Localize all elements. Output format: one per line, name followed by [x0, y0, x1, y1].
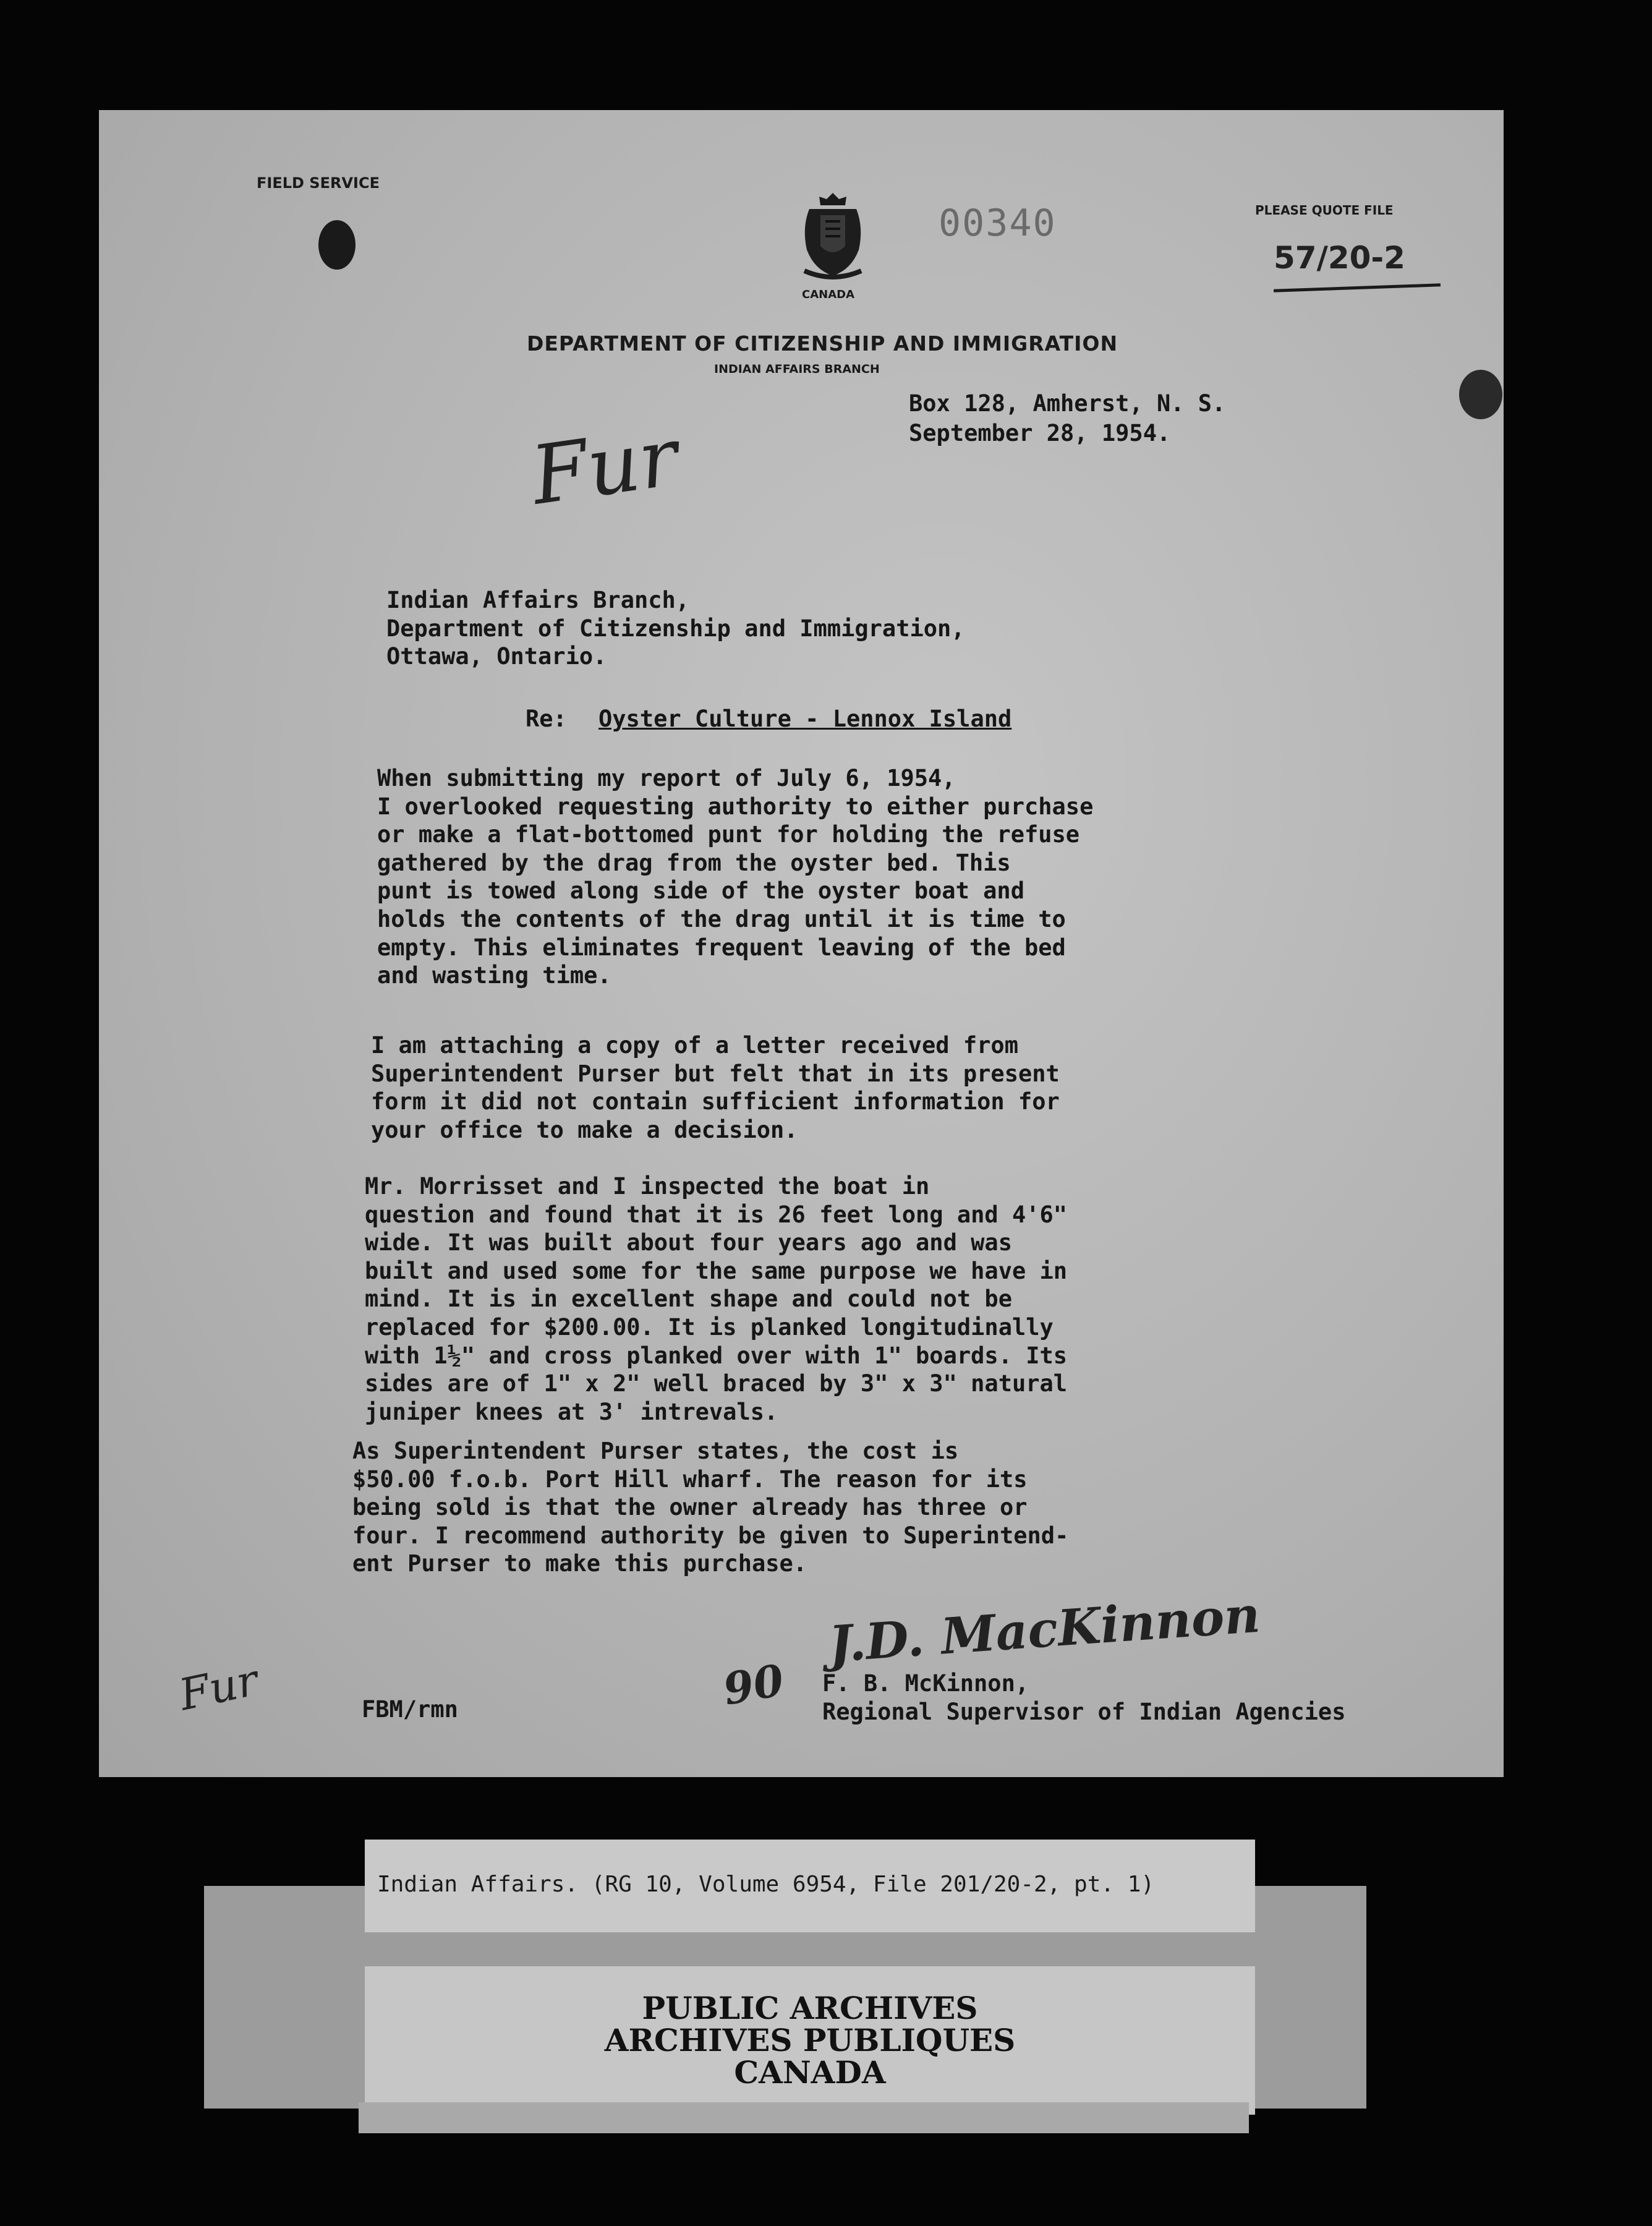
- file-stamp-number: 00340: [939, 202, 1057, 245]
- body-line: question and found that it is 26 feet long and 4'6": [365, 1201, 1068, 1228]
- body-line: punt is towed along side of the oyster boat and: [377, 877, 1024, 905]
- recipient-block: [386, 586, 965, 671]
- sender-address: Box 128, Amherst, N. S.: [909, 390, 1226, 417]
- signatory-name: F. B. McKinnon,: [822, 1670, 1029, 1697]
- body-line: your office to make a decision.: [371, 1116, 798, 1143]
- body-paragraph-3: [365, 1172, 1067, 1426]
- coat-of-arms-icon: [796, 190, 870, 283]
- body-paragraph-2: [371, 1031, 1060, 1144]
- body-line: Superintendent Purser but felt that in its present: [371, 1060, 1060, 1087]
- file-number-underline: [1274, 283, 1441, 292]
- body-line: mind. It is in excellent shape and could not be: [365, 1286, 1012, 1313]
- body-line: and wasting time.: [377, 962, 611, 989]
- handwritten-signature: J.D. MacKinnon: [827, 1585, 1262, 1674]
- body-line: As Superintendent Purser states, the cost is: [352, 1438, 959, 1464]
- body-line: with 1½" and cross planked over with 1" boards. Its: [365, 1342, 1068, 1369]
- body-line: gathered by the drag from the oyster bed. This: [377, 849, 1011, 876]
- body-line: $50.00 f.o.b. Port Hill wharf. The reason for its: [352, 1465, 1028, 1493]
- body-line: form it did not contain sufficient information for: [371, 1088, 1060, 1115]
- letter-page: [99, 110, 1504, 1777]
- archive-citation-text: Indian Affairs. (RG 10, Volume 6954, File 201/20-2, pt. 1): [377, 1872, 1155, 1897]
- please-quote-file-label: PLEASE QUOTE FILE: [1255, 203, 1394, 218]
- archive-stamp-line: PUBLIC ARCHIVES: [642, 1990, 978, 2026]
- body-line: Mr. Morrisset and I inspected the boat in: [365, 1173, 930, 1200]
- archive-label-edge: [359, 2102, 1249, 2133]
- body-paragraph-4: [352, 1437, 1068, 1578]
- body-paragraph-1: [377, 764, 1093, 990]
- handwritten-note-top: Fur: [526, 409, 684, 523]
- body-line: juniper knees at 3' intrevals.: [365, 1398, 778, 1425]
- body-line: I am attaching a copy of a letter received from: [371, 1032, 1018, 1059]
- country-label: CANADA: [802, 288, 855, 301]
- stain-mark: [318, 220, 356, 270]
- signatory-title: Regional Supervisor of Indian Agencies: [822, 1699, 1346, 1725]
- department-heading: DEPARTMENT OF CITIZENSHIP AND IMMIGRATION: [527, 331, 1118, 356]
- body-line: ent Purser to make this purchase.: [352, 1550, 807, 1577]
- handwritten-note-bottom: Fur: [174, 1654, 263, 1721]
- file-number: 57/20-2: [1274, 240, 1405, 276]
- recipient-line: Ottawa, Ontario.: [386, 643, 607, 670]
- reference-initials: FBM/rmn: [362, 1696, 458, 1723]
- body-line: or make a flat-bottomed punt for holding the refuse: [377, 821, 1080, 848]
- handwritten-initials: 90: [719, 1654, 788, 1715]
- body-line: I overlooked requesting authority to either purchase: [377, 793, 1094, 820]
- stain-mark: [1459, 370, 1502, 419]
- archive-stamp-line: CANADA: [734, 2054, 886, 2091]
- recipient-line: Indian Affairs Branch,: [386, 587, 690, 613]
- field-service-label: FIELD SERVICE: [257, 174, 380, 192]
- archive-stamp-line: ARCHIVES PUBLIQUES: [604, 2022, 1016, 2058]
- body-line: being sold is that the owner already has three or: [352, 1494, 1028, 1521]
- body-line: holds the contents of the drag until it is time to: [377, 905, 1066, 932]
- body-line: built and used some for the same purpose we have in: [365, 1257, 1068, 1284]
- subject-prefix: Re:: [526, 706, 567, 732]
- archive-stamp-label: [365, 1966, 1255, 2115]
- archive-citation-label: [365, 1840, 1255, 1932]
- recipient-line: Department of Citizenship and Immigration,: [386, 615, 965, 642]
- branch-label: INDIAN AFFAIRS BRANCH: [714, 362, 880, 376]
- body-line: four. I recommend authority be given to Superintend-: [352, 1522, 1069, 1549]
- body-line: sides are of 1" x 2" well braced by 3" x 3" natural: [365, 1370, 1068, 1397]
- body-line: When submitting my report of July 6, 1954,: [377, 765, 956, 791]
- subject-text: Oyster Culture - Lennox Island: [598, 706, 1012, 732]
- letter-date: September 28, 1954.: [909, 420, 1171, 446]
- body-line: empty. This eliminates frequent leaving of the bed: [377, 934, 1066, 961]
- body-line: wide. It was built about four years ago and was: [365, 1229, 1012, 1256]
- body-line: replaced for $200.00. It is planked longitudinally: [365, 1313, 1054, 1341]
